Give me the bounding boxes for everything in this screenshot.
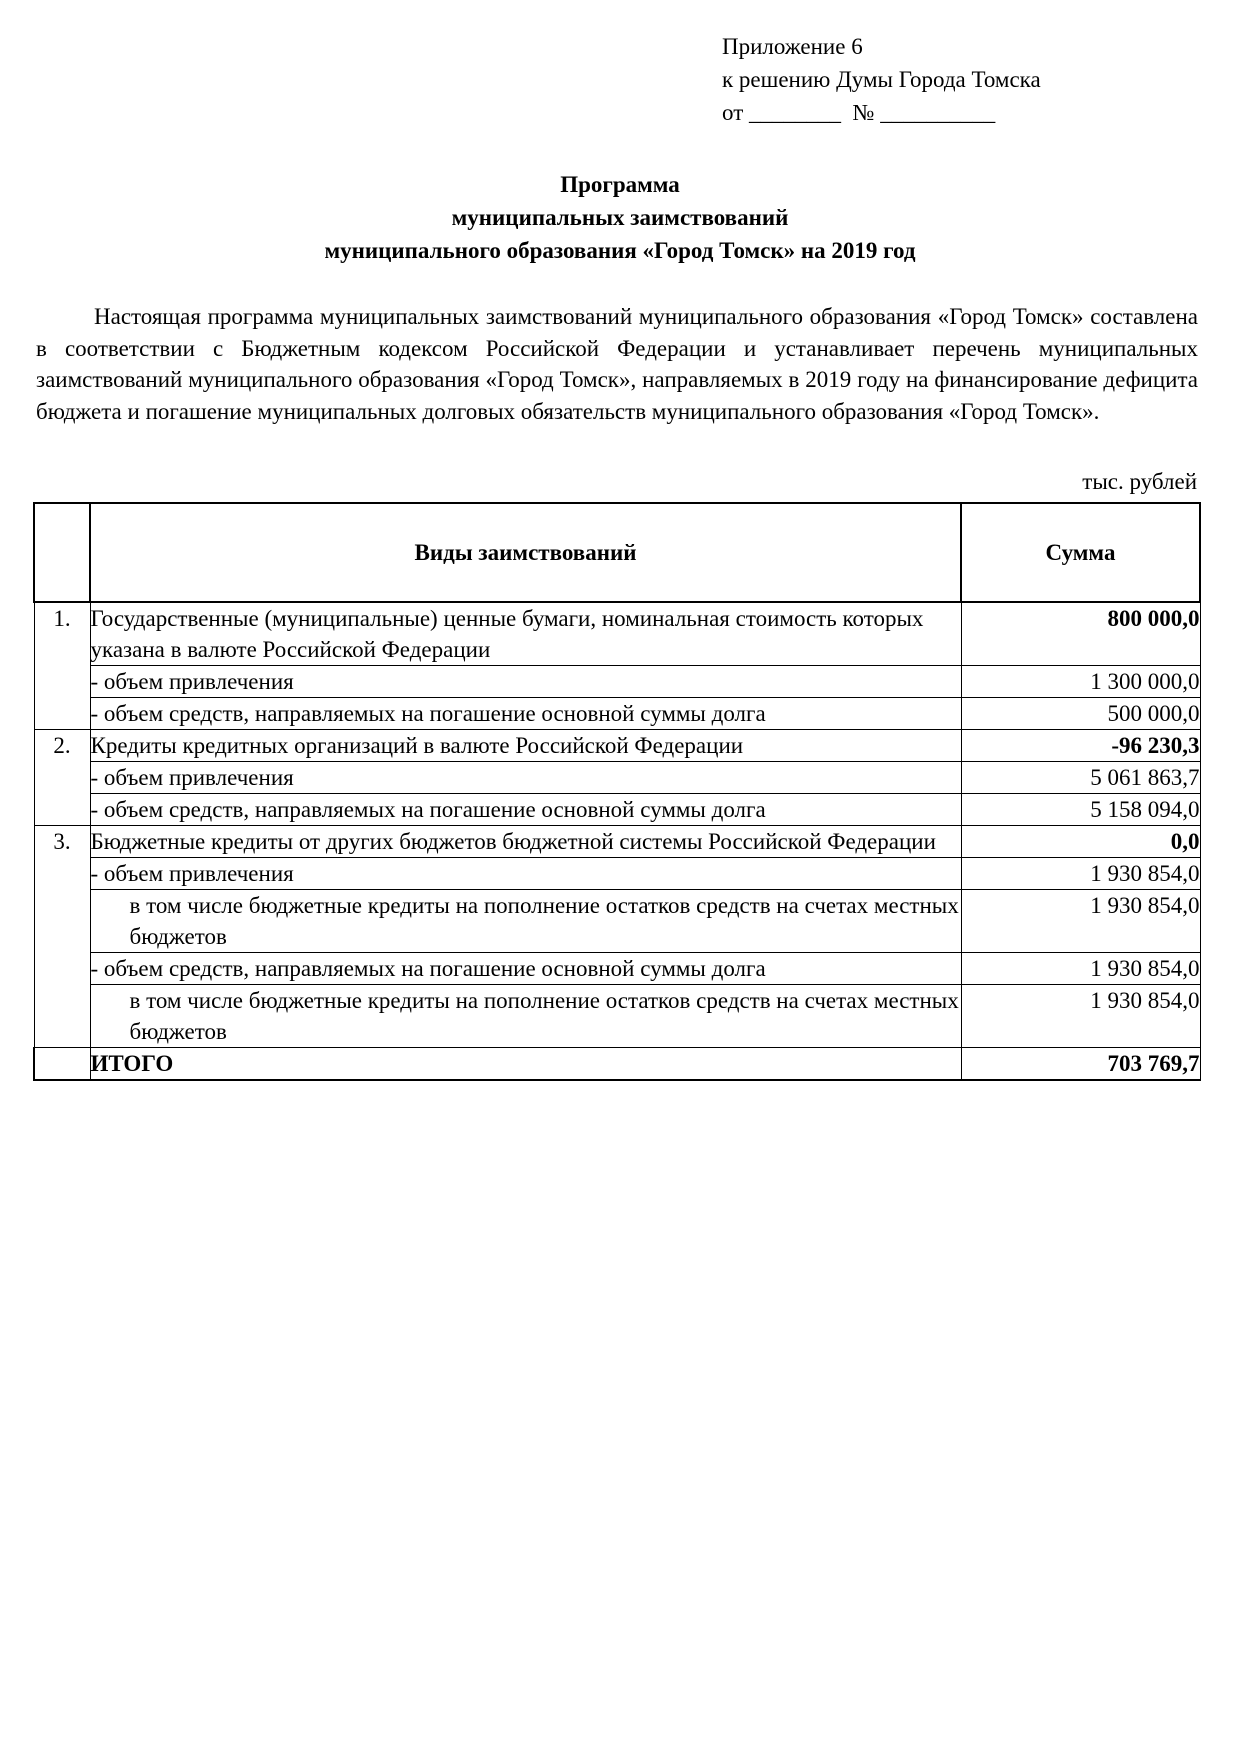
section-number: 2.	[34, 730, 90, 762]
empty-cell	[34, 666, 90, 698]
item-sum: 5 158 094,0	[961, 794, 1200, 826]
table-row	[34, 666, 1200, 698]
table-row	[34, 890, 1200, 953]
section-sum: 800 000,0	[961, 602, 1200, 666]
title-line-borrowings: муниципальных заимствований	[451, 205, 789, 230]
section-sum: -96 230,3	[961, 730, 1200, 762]
section-text: Государственные (муниципальные) ценные бумаги, номинальная стоимость которых указана в валюте Российской Федерации	[90, 602, 961, 666]
table-row	[34, 794, 1200, 826]
item-text: в том числе бюджетные кредиты на пополнение остатков средств на счетах местных бюджетов	[90, 890, 961, 953]
document-title	[0, 168, 1240, 267]
item-sum: 1 930 854,0	[961, 953, 1200, 985]
table-row	[34, 602, 1200, 666]
item-sum: 1 930 854,0	[961, 890, 1200, 953]
item-sum: 1 300 000,0	[961, 666, 1200, 698]
header-type-cell: Виды заимствований	[90, 503, 961, 602]
item-text: в том числе бюджетные кредиты на пополнение остатков средств на счетах местных бюджетов	[90, 985, 961, 1048]
section-sum: 0,0	[961, 826, 1200, 858]
total-label: ИТОГО	[90, 1048, 961, 1081]
units-label: тыс. рублей	[1082, 469, 1197, 494]
item-sum: 5 061 863,7	[961, 762, 1200, 794]
intro-paragraph: Настоящая программа муниципальных заимствований муниципального образования «Город Томск» составлена в соответствии с Бюджетным кодексом Российской Федерации и устанавливает перечень муниципальных заимствований муниципального образования «Город Томск», направляемых в 2019 году на финансирование дефицита бюджета и погашение муниципальных долговых обязательств муниципального образования «Город Томск».	[36, 304, 1198, 424]
table-header-row	[34, 503, 1200, 602]
empty-cell	[34, 794, 90, 826]
total-row	[34, 1048, 1200, 1081]
approval-line-appendix: Приложение 6	[722, 34, 863, 59]
empty-cell	[34, 985, 90, 1048]
table-row	[34, 953, 1200, 985]
table-row	[34, 858, 1200, 890]
approval-line-decision: к решению Думы Города Томска	[722, 67, 1041, 92]
title-line-municipality: муниципального образования «Город Томск» на 2019 год	[324, 238, 916, 263]
item-text: - объем средств, направляемых на погашение основной суммы долга	[90, 698, 961, 730]
empty-cell	[34, 890, 90, 953]
item-sum: 1 930 854,0	[961, 985, 1200, 1048]
empty-cell	[34, 762, 90, 794]
approval-line-date-number: от ________ № __________	[722, 100, 996, 125]
item-text: - объем привлечения	[90, 762, 961, 794]
table-row	[34, 985, 1200, 1048]
table-row	[34, 826, 1200, 858]
item-text: - объем привлечения	[90, 666, 961, 698]
item-text: - объем средств, направляемых на погашение основной суммы долга	[90, 953, 961, 985]
approval-block	[722, 30, 1041, 129]
title-line-program: Программа	[560, 172, 680, 197]
empty-cell	[34, 858, 90, 890]
item-text: - объем привлечения	[90, 858, 961, 890]
table-row	[34, 698, 1200, 730]
item-sum: 1 930 854,0	[961, 858, 1200, 890]
total-sum: 703 769,7	[961, 1048, 1200, 1081]
table-row	[34, 730, 1200, 762]
empty-cell	[34, 953, 90, 985]
item-text: - объем средств, направляемых на погашение основной суммы долга	[90, 794, 961, 826]
section-text: Бюджетные кредиты от других бюджетов бюджетной системы Российской Федерации	[90, 826, 961, 858]
section-text: Кредиты кредитных организаций в валюте Российской Федерации	[90, 730, 961, 762]
header-num-cell	[34, 503, 90, 602]
item-sum: 500 000,0	[961, 698, 1200, 730]
header-sum-cell: Сумма	[961, 503, 1200, 602]
empty-cell	[34, 1048, 90, 1081]
section-number: 1.	[34, 602, 90, 666]
empty-cell	[34, 698, 90, 730]
section-number: 3.	[34, 826, 90, 858]
borrowings-table	[33, 502, 1201, 1081]
table-row	[34, 762, 1200, 794]
